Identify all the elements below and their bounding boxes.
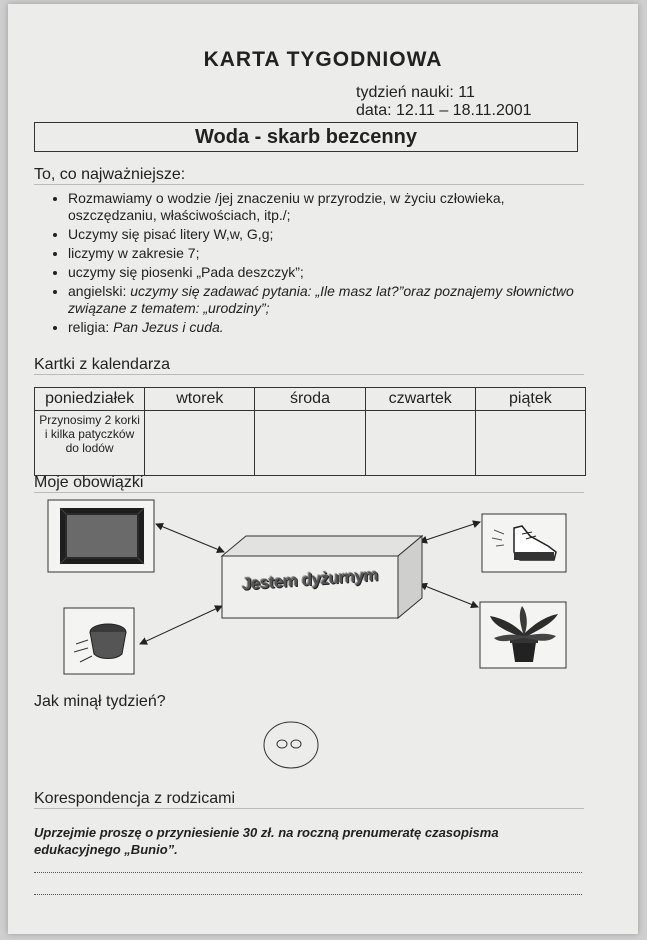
dotted-line [34, 894, 582, 895]
page-title: KARTA TYGODNIOWA [203, 48, 443, 71]
priorities-heading: To, co najważniejsze: [34, 166, 584, 185]
day-header-wednesday: środa [255, 388, 365, 411]
correspondence-heading: Korespondencja z rodzicami [34, 790, 584, 809]
list-item: • liczymy w zakresie 7; [68, 245, 588, 262]
worksheet-page [8, 4, 638, 934]
arrow-to-chalkboard [156, 524, 224, 552]
list-item: • religia: Pan Jezus i cuda. [68, 319, 588, 336]
arrow-to-basin [140, 606, 222, 644]
list-item: • angielski: uczymy się zadawać pytania: „Ile masz lat?”oraz poznajemy słownictwo związane z tematem: „urodziny”; [68, 283, 588, 317]
duties-heading: Moje obowiązki [34, 474, 584, 493]
arrow-to-sneaker [420, 522, 480, 542]
day-note-monday: Przynosimy 2 korki i kilka patyczków do lodów [35, 411, 145, 476]
arrow-to-flower-pot [420, 584, 478, 607]
duties-diagram [8, 4, 638, 694]
dotted-line [34, 872, 582, 873]
list-item: • uczymy się piosenki „Pada deszczyk”; [68, 264, 588, 281]
sneaker-icon [482, 514, 566, 572]
parent-note: Uprzejmie proszę o przyniesienie 30 zł. na roczną prenumeratę czasopisma edukacyjnego „Bunio”. [34, 825, 499, 857]
week-review-heading: Jak minął tydzień? [34, 693, 166, 710]
day-header-monday: poniedziałek [35, 388, 145, 411]
date-range: data: 12.11 – 18.11.2001 [356, 102, 532, 119]
topic-banner: Woda - skarb bezcenny [34, 122, 578, 152]
week-number: tydzień nauki: 11 [356, 84, 475, 101]
calendar-heading: Kartki z kalendarza [34, 356, 584, 375]
day-header-friday: piątek [475, 388, 585, 411]
basin-icon [64, 608, 134, 674]
day-header-tuesday: wtorek [145, 388, 255, 411]
smiley-face-icon [262, 720, 320, 770]
day-header-thursday: czwartek [365, 388, 475, 411]
chalkboard-icon [48, 500, 154, 572]
list-item: • Uczymy się pisać litery W,w, G,g; [68, 226, 588, 243]
list-item: • Rozmawiamy o wodzie /jej znaczeniu w przyrodzie, w życiu człowieka, oszczędzaniu, właściwościach, itp./; [68, 190, 588, 224]
duty-box-label: Jestem dyżurnym [241, 565, 379, 594]
flower-pot-icon [480, 602, 566, 668]
